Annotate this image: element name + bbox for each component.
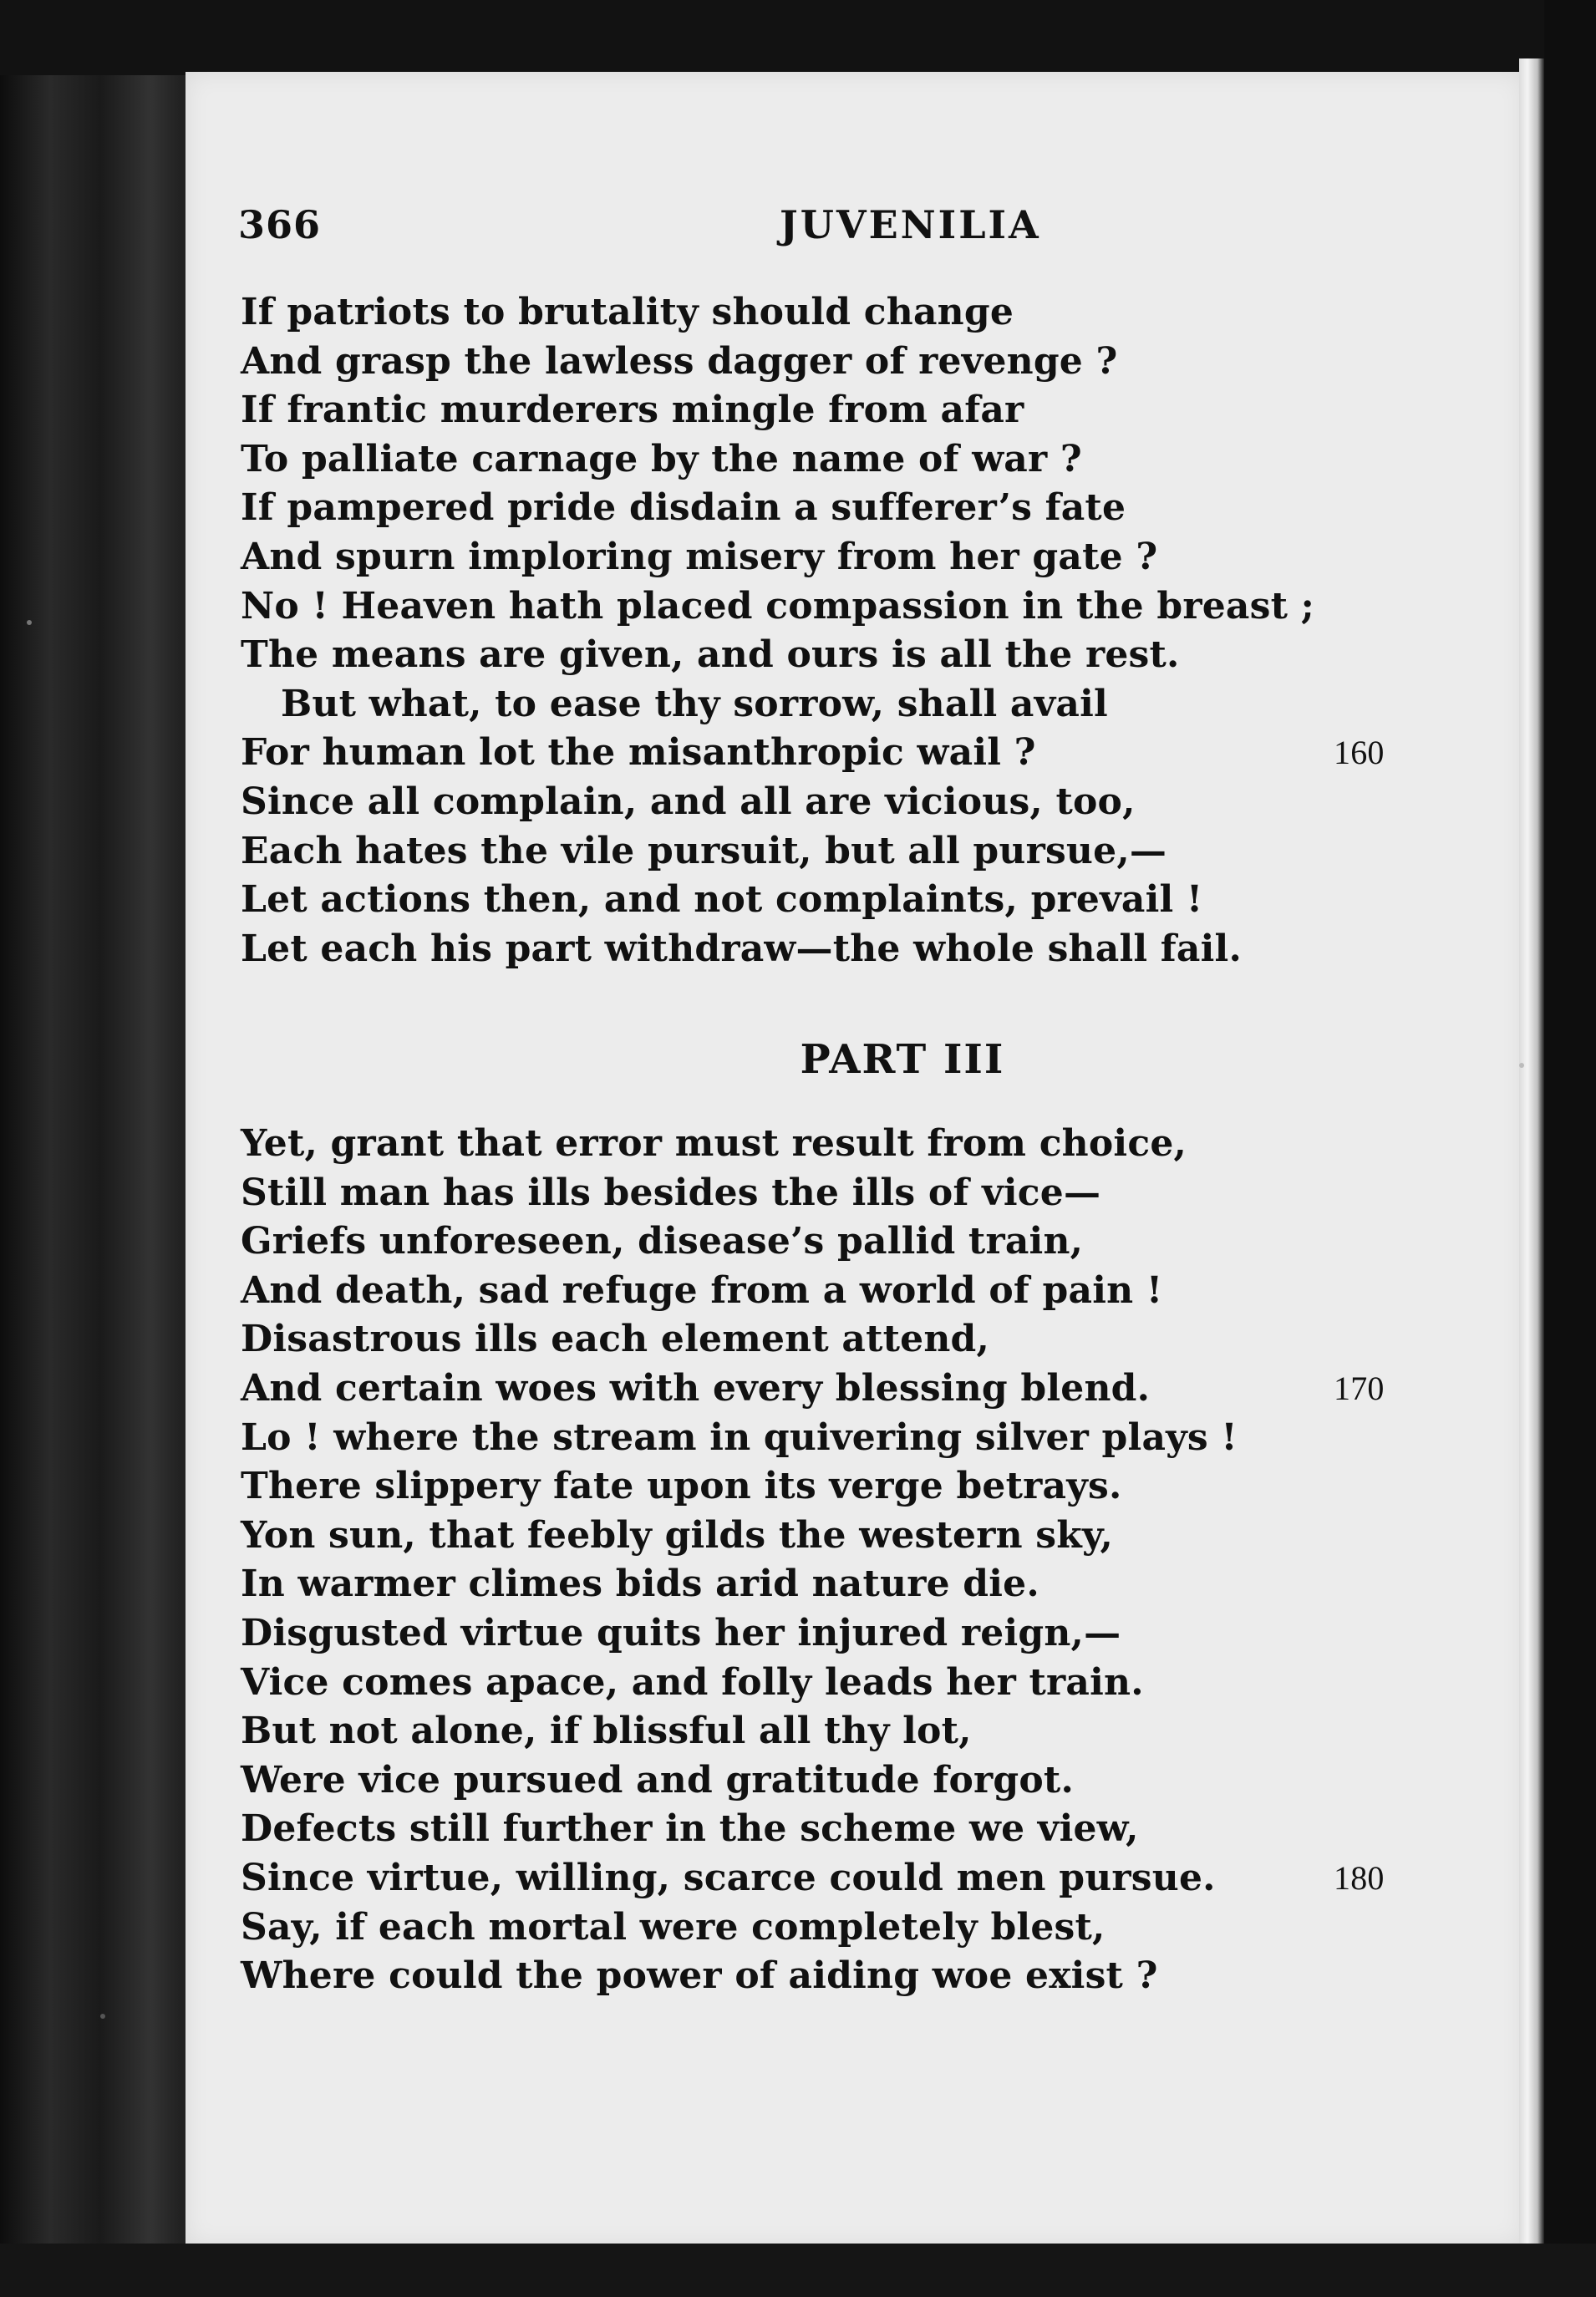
verse-line [241,435,1377,485]
verse-line-text: In warmer climes bids arid nature die. [241,1563,1039,1606]
section-heading: PART III [800,1036,1005,1083]
page-number: 366 [238,202,322,247]
verse-line [241,680,1377,729]
page-header [238,202,1040,261]
verse-line-text: And spurn imploring misery from her gate ? [241,535,1158,578]
line-number: 180 [1334,1858,1385,1897]
verse-line [241,1414,1377,1463]
verse-line-text: Griefs unforeseen, disease’s pallid train, [241,1220,1084,1263]
verse-line-text: Say, if each mortal were completely blest, [241,1905,1106,1949]
verse-line [241,1512,1377,1561]
verse-line-text: No ! Heaven hath placed compassion in the breast ; [241,584,1315,628]
verse-line [241,484,1377,533]
verse-line-text: And grasp the lawless dagger of revenge ? [241,339,1118,383]
verse-line [241,827,1377,877]
verse-line [241,582,1377,632]
verse-stanza-two [241,1120,1385,2001]
verse-line [241,1756,1377,1806]
verse-line [241,1120,1377,1169]
verse-line-text: Each hates the vile pursuit, but all pursue,— [241,829,1167,872]
verse-line-text: And certain woes with every blessing blend. [241,1366,1151,1410]
verse-line [241,386,1377,435]
verse-line-text: Let each his part withdraw—the whole shall fail. [241,927,1242,970]
verse-line-text: Disgusted virtue quits her injured reign,— [241,1611,1121,1654]
verse-line [241,1560,1377,1609]
line-number: 160 [1334,734,1385,772]
verse-line-text: Where could the power of aiding woe exist ? [241,1954,1158,1998]
verse-line [241,533,1377,582]
verse-line-text: Let actions then, and not complaints, prevail ! [241,878,1203,922]
verse-line-text: And death, sad refuge from a world of pain ! [241,1268,1163,1312]
verse-line [241,1609,1377,1659]
line-number: 170 [1334,1369,1385,1407]
verse-line-text: For human lot the misanthropic wail ? [241,731,1036,775]
verse-stanza-one [241,288,1385,973]
verse-line-text: To palliate carnage by the name of war ? [241,437,1082,480]
verse-line-text: Vice comes apace, and folly leads her train. [241,1660,1144,1704]
running-head: JUVENILIA [780,202,1041,247]
verse-line-text: Yon sun, that feebly gilds the western sky, [241,1513,1114,1557]
verse-line [241,925,1377,974]
verse-line [241,1854,1385,1903]
verse-line-text: Since virtue, willing, scarce could men pursue. [241,1856,1216,1899]
verse-line [241,729,1385,778]
verse-line [241,1952,1377,2001]
verse-line [241,1903,1377,1953]
verse-line-text: If pampered pride disdain a sufferer’s fate [241,486,1126,530]
verse-line [241,778,1377,827]
verse-line-text: Were vice pursued and gratitude forgot. [241,1758,1074,1802]
verse-line-text: If frantic murderers mingle from afar [241,389,1024,432]
verse-line [241,1805,1377,1854]
verse-line [241,1315,1377,1364]
verse-line-text: If patriots to brutality should chanɡe [241,291,1014,333]
verse-line-text: Since all complain, and all are vicious, too, [241,780,1136,823]
verse-line-text: Still man has ills besides the ills of vice— [241,1171,1101,1214]
verse-line [241,876,1377,925]
verse-line-text: Defects still further in the scheme we view, [241,1807,1139,1851]
verse-line-text: There slippery fate upon its verge betrays. [241,1465,1122,1508]
verse-line [241,1267,1377,1316]
verse-line-text: Yet, grant that error must result from choice, [241,1122,1187,1165]
verse-line [241,631,1377,680]
verse-line [241,1659,1377,1708]
verse-line-text: The means are given, and ours is all the rest. [241,633,1180,677]
verse-line [241,1707,1377,1756]
verse-line [241,338,1377,387]
verse-line [241,288,1377,338]
verse-line [241,1364,1385,1414]
verse-line-text: But not alone, if blissful all thy lot, [241,1710,972,1753]
verse-line-text: Disastrous ills each element attend, [241,1318,990,1361]
verse-line-text: But what, to ease thy sorrow, shall avail [281,682,1108,725]
verse-line [241,1169,1377,1218]
verse-line [241,1217,1377,1267]
verse-line-text: Lo ! where the stream in quivering silver plays ! [241,1415,1238,1459]
verse-line [241,1462,1377,1512]
